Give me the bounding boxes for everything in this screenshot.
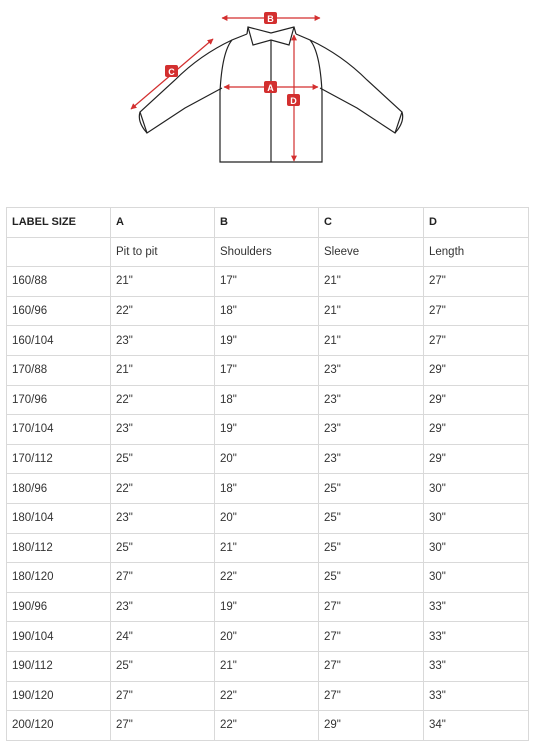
shoulders-cell: 17"	[215, 355, 319, 385]
sleeve-cell: 25"	[319, 474, 424, 504]
length-cell: 30"	[424, 503, 529, 533]
length-cell: 33"	[424, 681, 529, 711]
length-cell: 33"	[424, 651, 529, 681]
length-cell: 34"	[424, 711, 529, 741]
length-cell: 27"	[424, 267, 529, 297]
label-size-cell: 190/120	[7, 681, 111, 711]
label-size-cell: 160/104	[7, 326, 111, 356]
label-d: D	[290, 96, 297, 106]
label-c: C	[168, 67, 175, 77]
sleeve-cell: 23"	[319, 444, 424, 474]
pit-to-pit-cell: 24"	[111, 622, 215, 652]
pit-to-pit-cell: Pit to pit	[111, 237, 215, 267]
pit-to-pit-cell: 23"	[111, 592, 215, 622]
length-cell: 30"	[424, 533, 529, 563]
sleeve-cell: 23"	[319, 385, 424, 415]
pit-to-pit-cell: 22"	[111, 296, 215, 326]
table-row	[7, 592, 529, 622]
length-cell: 29"	[424, 444, 529, 474]
label-size-cell: 190/96	[7, 592, 111, 622]
pit-to-pit-cell: 22"	[111, 385, 215, 415]
table-row	[7, 267, 529, 297]
table-row	[7, 681, 529, 711]
pit-to-pit-cell: 23"	[111, 326, 215, 356]
shoulders-cell: 19"	[215, 592, 319, 622]
shoulders-cell: 22"	[215, 681, 319, 711]
shoulders-cell: 20"	[215, 622, 319, 652]
sleeve-cell: C	[319, 208, 424, 238]
label-size-cell: 170/104	[7, 415, 111, 445]
table-row	[7, 296, 529, 326]
label-size-cell: 170/112	[7, 444, 111, 474]
sleeve-cell: 27"	[319, 651, 424, 681]
size-chart-table	[6, 207, 529, 741]
sleeve-cell: 25"	[319, 533, 424, 563]
length-cell: 29"	[424, 415, 529, 445]
measure-d	[287, 35, 300, 161]
sleeve-cell: 29"	[319, 711, 424, 741]
length-cell: D	[424, 208, 529, 238]
table-row	[7, 385, 529, 415]
measure-a	[224, 81, 318, 93]
length-cell: 30"	[424, 474, 529, 504]
label-size-cell: 160/96	[7, 296, 111, 326]
sleeve-cell: 25"	[319, 563, 424, 593]
pit-to-pit-cell: 27"	[111, 711, 215, 741]
table-row	[7, 444, 529, 474]
sleeve-cell: Sleeve	[319, 237, 424, 267]
label-size-cell: 190/104	[7, 622, 111, 652]
table-row	[7, 563, 529, 593]
label-size-cell: 190/112	[7, 651, 111, 681]
length-cell: 29"	[424, 385, 529, 415]
table-subheader-row	[7, 237, 529, 267]
label-size-cell: 160/88	[7, 267, 111, 297]
table-row	[7, 533, 529, 563]
pit-to-pit-cell: 25"	[111, 444, 215, 474]
pit-to-pit-cell: 27"	[111, 681, 215, 711]
table-row	[7, 711, 529, 741]
length-cell: 33"	[424, 622, 529, 652]
label-size-cell: 170/88	[7, 355, 111, 385]
table-row	[7, 415, 529, 445]
shoulders-cell: 22"	[215, 711, 319, 741]
label-size-cell: LABEL SIZE	[7, 208, 111, 238]
jacket-outline	[139, 27, 402, 162]
length-cell: 29"	[424, 355, 529, 385]
table-row	[7, 355, 529, 385]
length-cell: Length	[424, 237, 529, 267]
sleeve-cell: 23"	[319, 355, 424, 385]
jacket-measurement-diagram	[0, 0, 533, 175]
pit-to-pit-cell: 23"	[111, 503, 215, 533]
label-size-cell: 180/120	[7, 563, 111, 593]
shoulders-cell: 20"	[215, 503, 319, 533]
pit-to-pit-cell: 25"	[111, 533, 215, 563]
measure-c	[131, 39, 213, 109]
shoulders-cell: B	[215, 208, 319, 238]
shoulders-cell: Shoulders	[215, 237, 319, 267]
shoulders-cell: 17"	[215, 267, 319, 297]
sleeve-cell: 21"	[319, 267, 424, 297]
shoulders-cell: 21"	[215, 533, 319, 563]
table-header-row	[7, 208, 529, 238]
table-row	[7, 651, 529, 681]
length-cell: 27"	[424, 296, 529, 326]
label-size-cell: 180/112	[7, 533, 111, 563]
shoulders-cell: 19"	[215, 326, 319, 356]
table-row	[7, 622, 529, 652]
label-size-cell: 180/96	[7, 474, 111, 504]
label-size-cell	[7, 237, 111, 267]
sleeve-cell: 27"	[319, 681, 424, 711]
shoulders-cell: 20"	[215, 444, 319, 474]
length-cell: 30"	[424, 563, 529, 593]
measure-b	[222, 12, 320, 24]
shoulders-cell: 22"	[215, 563, 319, 593]
length-cell: 33"	[424, 592, 529, 622]
sleeve-cell: 21"	[319, 326, 424, 356]
sleeve-cell: 23"	[319, 415, 424, 445]
label-size-cell: 180/104	[7, 503, 111, 533]
sleeve-cell: 25"	[319, 503, 424, 533]
pit-to-pit-cell: 27"	[111, 563, 215, 593]
pit-to-pit-cell: 22"	[111, 474, 215, 504]
label-size-cell: 170/96	[7, 385, 111, 415]
length-cell: 27"	[424, 326, 529, 356]
shoulders-cell: 18"	[215, 474, 319, 504]
sleeve-cell: 27"	[319, 622, 424, 652]
pit-to-pit-cell: A	[111, 208, 215, 238]
shoulders-cell: 18"	[215, 385, 319, 415]
label-a: A	[267, 83, 274, 93]
table-row	[7, 326, 529, 356]
shoulders-cell: 19"	[215, 415, 319, 445]
label-b: B	[267, 14, 274, 24]
shoulders-cell: 18"	[215, 296, 319, 326]
pit-to-pit-cell: 25"	[111, 651, 215, 681]
pit-to-pit-cell: 21"	[111, 267, 215, 297]
pit-to-pit-cell: 23"	[111, 415, 215, 445]
label-size-cell: 200/120	[7, 711, 111, 741]
shoulders-cell: 21"	[215, 651, 319, 681]
table-row	[7, 474, 529, 504]
table-row	[7, 503, 529, 533]
pit-to-pit-cell: 21"	[111, 355, 215, 385]
sleeve-cell: 21"	[319, 296, 424, 326]
sleeve-cell: 27"	[319, 592, 424, 622]
